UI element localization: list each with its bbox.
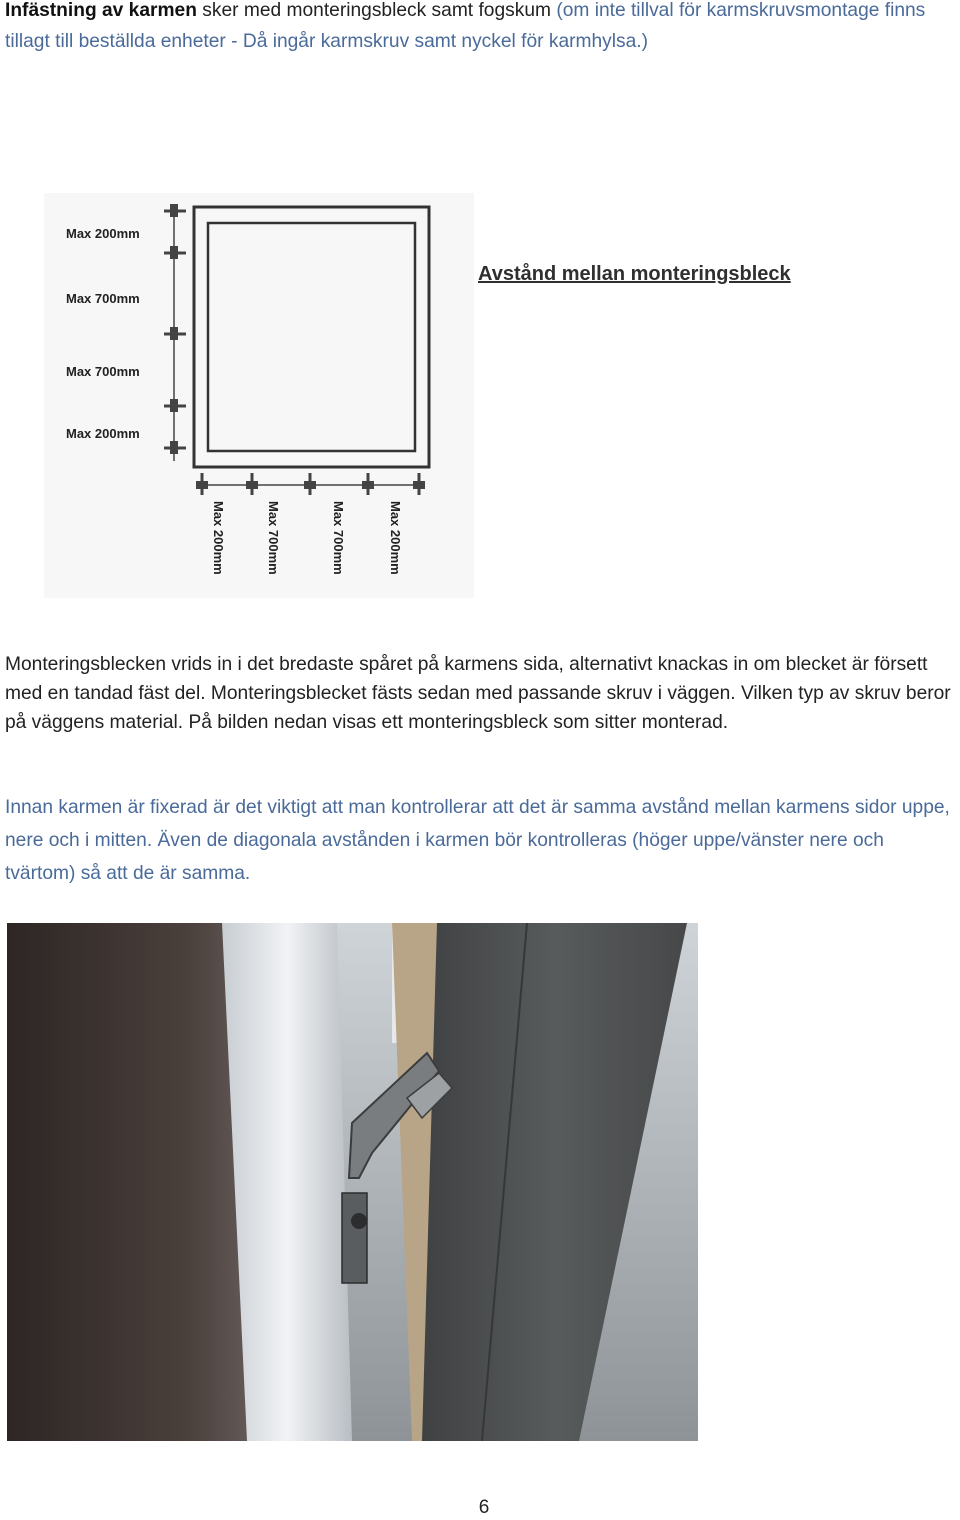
vertical-label-3: Max 700mm: [66, 364, 140, 379]
screw-head: [351, 1213, 367, 1229]
mounting-distance-diagram: [44, 193, 474, 598]
mounted-bracket-photo: [7, 923, 698, 1441]
vertical-label-1: Max 200mm: [66, 226, 140, 241]
vertical-label-4: Max 200mm: [66, 426, 140, 441]
alignment-check-paragraph: Innan karmen är fixerad är det viktigt att man kontrollerar att det är samma avstånd mellan karmens sidor uppe, nere och i mitten. Även de diagonala avstånden i karmen bör kontrolleras (höger uppe/vänster nere och tvärtom) så att de är samma.: [5, 797, 950, 884]
bracket-plate: [342, 1193, 367, 1283]
diagram-heading: Avstånd mellan monteringsbleck: [478, 263, 791, 285]
frame-inner: [208, 223, 415, 451]
intro-bold-lead: Infästning av karmen: [5, 0, 197, 21]
mounting-instructions-paragraph: Monteringsblecken vrids in i det bredaste spåret på karmens sida, alternativt knackas in om blecket är försett med en tandad fäst del. Monteringsblecket fästs sedan med passande skruv i väggen. Vilken typ av skruv beror på väggens material. På bilden nedan visas ett monteringsbleck som sitter monterad.: [5, 654, 951, 733]
vertical-label-2: Max 700mm: [66, 291, 140, 306]
frame-diagram-svg: [44, 193, 474, 598]
horizontal-label-3: Max 700mm: [331, 501, 346, 575]
photo-illustration: [7, 923, 698, 1441]
page-number: 6: [478, 1497, 490, 1518]
horizontal-label-4: Max 200mm: [388, 501, 403, 575]
intro-dark-text: sker med monteringsbleck samt fogskum: [202, 0, 551, 21]
horizontal-label-1: Max 200mm: [211, 501, 226, 575]
intro-blue-text: (om inte tillval för karmskruvsmontage finns tillagt till beställda enheter - Då ingår karmskruv samt nyckel för karmhylsa.): [5, 0, 926, 52]
frame-outer: [194, 207, 429, 467]
intro-paragraph: [5, 0, 956, 57]
horizontal-label-2: Max 700mm: [266, 501, 281, 575]
